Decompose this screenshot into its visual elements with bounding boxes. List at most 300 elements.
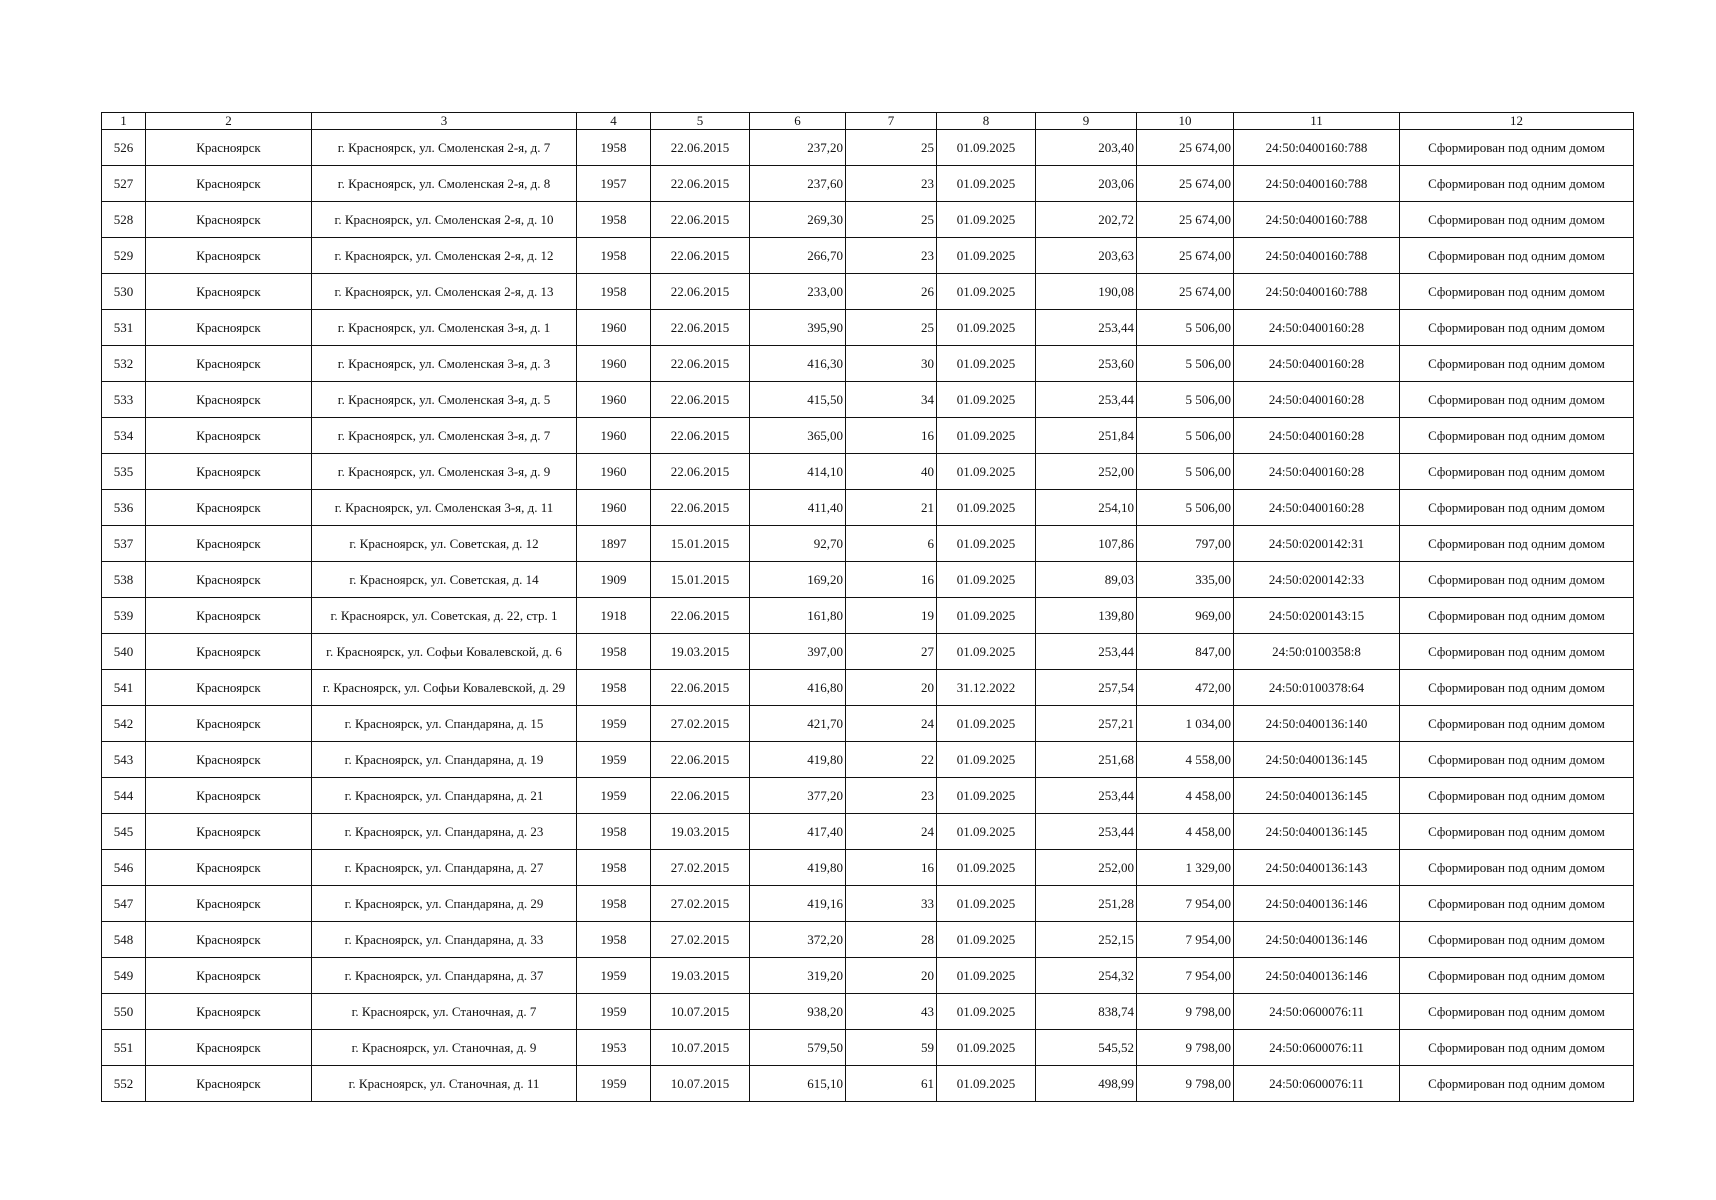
cell-area-living: 254,32 [1036, 958, 1137, 994]
cell-land-area: 1 034,00 [1137, 706, 1234, 742]
cell-address: г. Красноярск, ул. Спандаряна, д. 19 [312, 742, 577, 778]
cell-land-area: 25 674,00 [1137, 238, 1234, 274]
cell-date-planned: 01.09.2025 [937, 742, 1036, 778]
cell-city: Красноярск [146, 742, 312, 778]
cell-area-living: 203,63 [1036, 238, 1137, 274]
cell-date-planned: 01.09.2025 [937, 706, 1036, 742]
cell-status: Сформирован под одним домом [1400, 562, 1634, 598]
cell-address: г. Красноярск, ул. Смоленская 3-я, д. 1 [312, 310, 577, 346]
cell-cadastral-number: 24:50:0400160:788 [1234, 238, 1400, 274]
cell-area-living: 252,00 [1036, 454, 1137, 490]
housing-registry-table [101, 112, 1634, 1102]
cell-count: 20 [846, 958, 937, 994]
cell-area-total: 161,80 [750, 598, 846, 634]
cell-year-built: 1958 [577, 634, 651, 670]
cell-row-index: 538 [102, 562, 146, 598]
cell-area-total: 319,20 [750, 958, 846, 994]
cell-status: Сформирован под одним домом [1400, 382, 1634, 418]
cell-area-total: 372,20 [750, 922, 846, 958]
cell-area-living: 498,99 [1036, 1066, 1137, 1102]
cell-area-total: 233,00 [750, 274, 846, 310]
cell-status: Сформирован под одним домом [1400, 274, 1634, 310]
cell-count: 16 [846, 418, 937, 454]
cell-area-total: 411,40 [750, 490, 846, 526]
cell-area-total: 237,60 [750, 166, 846, 202]
cell-city: Красноярск [146, 130, 312, 166]
cell-status: Сформирован под одним домом [1400, 886, 1634, 922]
cell-area-living: 252,00 [1036, 850, 1137, 886]
cell-address: г. Красноярск, ул. Советская, д. 12 [312, 526, 577, 562]
cell-land-area: 9 798,00 [1137, 994, 1234, 1030]
cell-area-living: 251,84 [1036, 418, 1137, 454]
table-row [102, 418, 1634, 454]
cell-area-total: 377,20 [750, 778, 846, 814]
cell-land-area: 7 954,00 [1137, 958, 1234, 994]
cell-land-area: 4 458,00 [1137, 778, 1234, 814]
column-header-2: 2 [146, 113, 312, 130]
cell-city: Красноярск [146, 526, 312, 562]
cell-year-built: 1957 [577, 166, 651, 202]
cell-area-living: 253,60 [1036, 346, 1137, 382]
cell-year-built: 1960 [577, 418, 651, 454]
cell-row-index: 551 [102, 1030, 146, 1066]
cell-row-index: 537 [102, 526, 146, 562]
cell-cadastral-number: 24:50:0400160:28 [1234, 310, 1400, 346]
cell-status: Сформирован под одним домом [1400, 778, 1634, 814]
cell-land-area: 847,00 [1137, 634, 1234, 670]
table-row [102, 958, 1634, 994]
table-row [102, 274, 1634, 310]
cell-cadastral-number: 24:50:0600076:11 [1234, 1030, 1400, 1066]
column-header-3: 3 [312, 113, 577, 130]
cell-address: г. Красноярск, ул. Смоленская 2-я, д. 10 [312, 202, 577, 238]
cell-area-total: 419,16 [750, 886, 846, 922]
cell-land-area: 5 506,00 [1137, 310, 1234, 346]
cell-cadastral-number: 24:50:0400160:28 [1234, 418, 1400, 454]
table-row [102, 778, 1634, 814]
cell-date: 22.06.2015 [651, 166, 750, 202]
cell-city: Красноярск [146, 1066, 312, 1102]
table-row [102, 454, 1634, 490]
cell-area-living: 251,68 [1036, 742, 1137, 778]
cell-date-planned: 01.09.2025 [937, 238, 1036, 274]
cell-year-built: 1958 [577, 130, 651, 166]
cell-land-area: 5 506,00 [1137, 490, 1234, 526]
cell-address: г. Красноярск, ул. Смоленская 2-я, д. 7 [312, 130, 577, 166]
cell-city: Красноярск [146, 274, 312, 310]
cell-count: 34 [846, 382, 937, 418]
cell-cadastral-number: 24:50:0400136:145 [1234, 814, 1400, 850]
cell-cadastral-number: 24:50:0400160:28 [1234, 346, 1400, 382]
cell-year-built: 1959 [577, 958, 651, 994]
cell-address: г. Красноярск, ул. Смоленская 3-я, д. 7 [312, 418, 577, 454]
cell-area-living: 190,08 [1036, 274, 1137, 310]
cell-cadastral-number: 24:50:0400136:143 [1234, 850, 1400, 886]
cell-status: Сформирован под одним домом [1400, 1030, 1634, 1066]
cell-year-built: 1958 [577, 850, 651, 886]
cell-date: 22.06.2015 [651, 274, 750, 310]
column-header-9: 9 [1036, 113, 1137, 130]
cell-address: г. Красноярск, ул. Смоленская 3-я, д. 3 [312, 346, 577, 382]
cell-land-area: 797,00 [1137, 526, 1234, 562]
cell-address: г. Красноярск, ул. Спандаряна, д. 37 [312, 958, 577, 994]
cell-area-living: 253,44 [1036, 310, 1137, 346]
cell-status: Сформирован под одним домом [1400, 130, 1634, 166]
cell-date-planned: 01.09.2025 [937, 382, 1036, 418]
cell-area-total: 266,70 [750, 238, 846, 274]
cell-area-total: 365,00 [750, 418, 846, 454]
cell-area-total: 415,50 [750, 382, 846, 418]
cell-row-index: 549 [102, 958, 146, 994]
cell-row-index: 539 [102, 598, 146, 634]
table-row [102, 490, 1634, 526]
cell-date: 22.06.2015 [651, 454, 750, 490]
cell-area-living: 257,54 [1036, 670, 1137, 706]
cell-count: 25 [846, 202, 937, 238]
cell-date-planned: 01.09.2025 [937, 850, 1036, 886]
cell-date: 22.06.2015 [651, 418, 750, 454]
cell-count: 23 [846, 238, 937, 274]
cell-area-total: 416,80 [750, 670, 846, 706]
cell-date-planned: 01.09.2025 [937, 526, 1036, 562]
cell-count: 20 [846, 670, 937, 706]
cell-area-living: 139,80 [1036, 598, 1137, 634]
table-body [102, 130, 1634, 1102]
cell-year-built: 1959 [577, 706, 651, 742]
cell-status: Сформирован под одним домом [1400, 418, 1634, 454]
cell-area-living: 253,44 [1036, 778, 1137, 814]
cell-date: 22.06.2015 [651, 130, 750, 166]
cell-land-area: 7 954,00 [1137, 886, 1234, 922]
cell-status: Сформирован под одним домом [1400, 1066, 1634, 1102]
cell-land-area: 9 798,00 [1137, 1030, 1234, 1066]
cell-status: Сформирован под одним домом [1400, 922, 1634, 958]
table-row [102, 850, 1634, 886]
cell-count: 23 [846, 778, 937, 814]
cell-row-index: 536 [102, 490, 146, 526]
cell-status: Сформирован под одним домом [1400, 490, 1634, 526]
cell-cadastral-number: 24:50:0200142:33 [1234, 562, 1400, 598]
cell-city: Красноярск [146, 454, 312, 490]
cell-year-built: 1958 [577, 670, 651, 706]
cell-land-area: 4 458,00 [1137, 814, 1234, 850]
cell-city: Красноярск [146, 922, 312, 958]
cell-year-built: 1959 [577, 1066, 651, 1102]
cell-date-planned: 01.09.2025 [937, 418, 1036, 454]
cell-row-index: 531 [102, 310, 146, 346]
cell-address: г. Красноярск, ул. Спандаряна, д. 33 [312, 922, 577, 958]
column-number-header-row [102, 113, 1634, 130]
cell-city: Красноярск [146, 382, 312, 418]
cell-status: Сформирован под одним домом [1400, 670, 1634, 706]
cell-address: г. Красноярск, ул. Советская, д. 14 [312, 562, 577, 598]
cell-date-planned: 01.09.2025 [937, 634, 1036, 670]
table-row [102, 706, 1634, 742]
cell-row-index: 529 [102, 238, 146, 274]
cell-date: 22.06.2015 [651, 238, 750, 274]
cell-date-planned: 01.09.2025 [937, 274, 1036, 310]
column-header-5: 5 [651, 113, 750, 130]
cell-count: 24 [846, 706, 937, 742]
cell-status: Сформирован под одним домом [1400, 706, 1634, 742]
cell-year-built: 1909 [577, 562, 651, 598]
cell-land-area: 25 674,00 [1137, 130, 1234, 166]
cell-row-index: 532 [102, 346, 146, 382]
cell-date-planned: 01.09.2025 [937, 1030, 1036, 1066]
cell-date: 22.06.2015 [651, 202, 750, 238]
cell-city: Красноярск [146, 706, 312, 742]
cell-address: г. Красноярск, ул. Советская, д. 22, стр. 1 [312, 598, 577, 634]
table-row [102, 634, 1634, 670]
cell-city: Красноярск [146, 562, 312, 598]
cell-cadastral-number: 24:50:0400160:788 [1234, 202, 1400, 238]
cell-date: 15.01.2015 [651, 562, 750, 598]
cell-area-total: 421,70 [750, 706, 846, 742]
cell-date-planned: 01.09.2025 [937, 1066, 1036, 1102]
cell-count: 24 [846, 814, 937, 850]
cell-area-total: 419,80 [750, 850, 846, 886]
table-row [102, 310, 1634, 346]
cell-cadastral-number: 24:50:0400160:28 [1234, 454, 1400, 490]
table-row [102, 346, 1634, 382]
column-header-4: 4 [577, 113, 651, 130]
cell-land-area: 9 798,00 [1137, 1066, 1234, 1102]
column-header-10: 10 [1137, 113, 1234, 130]
cell-date-planned: 01.09.2025 [937, 454, 1036, 490]
cell-cadastral-number: 24:50:0400160:28 [1234, 382, 1400, 418]
cell-year-built: 1959 [577, 742, 651, 778]
cell-count: 30 [846, 346, 937, 382]
cell-status: Сформирован под одним домом [1400, 634, 1634, 670]
cell-date-planned: 01.09.2025 [937, 922, 1036, 958]
cell-area-total: 579,50 [750, 1030, 846, 1066]
cell-city: Красноярск [146, 598, 312, 634]
cell-address: г. Красноярск, ул. Станочная, д. 11 [312, 1066, 577, 1102]
cell-row-index: 542 [102, 706, 146, 742]
cell-status: Сформирован под одним домом [1400, 454, 1634, 490]
cell-address: г. Красноярск, ул. Смоленская 3-я, д. 9 [312, 454, 577, 490]
cell-address: г. Красноярск, ул. Станочная, д. 7 [312, 994, 577, 1030]
cell-row-index: 545 [102, 814, 146, 850]
cell-address: г. Красноярск, ул. Станочная, д. 9 [312, 1030, 577, 1066]
cell-date: 10.07.2015 [651, 1030, 750, 1066]
cell-date: 22.06.2015 [651, 346, 750, 382]
table-row [102, 382, 1634, 418]
table-row [102, 1066, 1634, 1102]
cell-count: 28 [846, 922, 937, 958]
table-row [102, 202, 1634, 238]
table-row [102, 886, 1634, 922]
cell-status: Сформирован под одним домом [1400, 310, 1634, 346]
cell-area-total: 414,10 [750, 454, 846, 490]
cell-cadastral-number: 24:50:0400136:146 [1234, 922, 1400, 958]
cell-address: г. Красноярск, ул. Спандаряна, д. 29 [312, 886, 577, 922]
cell-date-planned: 01.09.2025 [937, 310, 1036, 346]
cell-date-planned: 01.09.2025 [937, 346, 1036, 382]
cell-year-built: 1959 [577, 994, 651, 1030]
cell-row-index: 534 [102, 418, 146, 454]
cell-status: Сформирован под одним домом [1400, 238, 1634, 274]
cell-row-index: 533 [102, 382, 146, 418]
cell-date: 15.01.2015 [651, 526, 750, 562]
cell-date: 22.06.2015 [651, 778, 750, 814]
cell-row-index: 535 [102, 454, 146, 490]
cell-status: Сформирован под одним домом [1400, 742, 1634, 778]
cell-address: г. Красноярск, ул. Спандаряна, д. 23 [312, 814, 577, 850]
cell-date-planned: 01.09.2025 [937, 778, 1036, 814]
cell-year-built: 1960 [577, 382, 651, 418]
cell-date-planned: 31.12.2022 [937, 670, 1036, 706]
cell-count: 27 [846, 634, 937, 670]
cell-date: 10.07.2015 [651, 994, 750, 1030]
cell-city: Красноярск [146, 166, 312, 202]
cell-count: 6 [846, 526, 937, 562]
cell-area-total: 169,20 [750, 562, 846, 598]
cell-address: г. Красноярск, ул. Смоленская 2-я, д. 12 [312, 238, 577, 274]
cell-city: Красноярск [146, 310, 312, 346]
cell-city: Красноярск [146, 238, 312, 274]
cell-row-index: 548 [102, 922, 146, 958]
cell-year-built: 1960 [577, 490, 651, 526]
cell-date-planned: 01.09.2025 [937, 562, 1036, 598]
cell-area-living: 838,74 [1036, 994, 1137, 1030]
cell-land-area: 335,00 [1137, 562, 1234, 598]
cell-land-area: 5 506,00 [1137, 346, 1234, 382]
table-row [102, 742, 1634, 778]
table-row [102, 814, 1634, 850]
cell-date: 22.06.2015 [651, 382, 750, 418]
table-row [102, 130, 1634, 166]
cell-date: 22.06.2015 [651, 490, 750, 526]
cell-address: г. Красноярск, ул. Спандаряна, д. 21 [312, 778, 577, 814]
cell-address: г. Красноярск, ул. Софьи Ковалевской, д. 6 [312, 634, 577, 670]
cell-address: г. Красноярск, ул. Спандаряна, д. 27 [312, 850, 577, 886]
cell-city: Красноярск [146, 670, 312, 706]
cell-cadastral-number: 24:50:0100358:8 [1234, 634, 1400, 670]
cell-area-total: 416,30 [750, 346, 846, 382]
cell-area-total: 237,20 [750, 130, 846, 166]
cell-area-living: 253,44 [1036, 634, 1137, 670]
cell-cadastral-number: 24:50:0400160:788 [1234, 166, 1400, 202]
cell-area-living: 107,86 [1036, 526, 1137, 562]
column-header-12: 12 [1400, 113, 1634, 130]
cell-row-index: 546 [102, 850, 146, 886]
cell-cadastral-number: 24:50:0400136:146 [1234, 958, 1400, 994]
cell-city: Красноярск [146, 346, 312, 382]
cell-status: Сформирован под одним домом [1400, 994, 1634, 1030]
cell-land-area: 25 674,00 [1137, 202, 1234, 238]
cell-year-built: 1960 [577, 346, 651, 382]
cell-date-planned: 01.09.2025 [937, 994, 1036, 1030]
table-row [102, 526, 1634, 562]
cell-year-built: 1953 [577, 1030, 651, 1066]
cell-city: Красноярск [146, 814, 312, 850]
cell-city: Красноярск [146, 490, 312, 526]
cell-area-total: 615,10 [750, 1066, 846, 1102]
cell-cadastral-number: 24:50:0400136:140 [1234, 706, 1400, 742]
cell-status: Сформирован под одним домом [1400, 526, 1634, 562]
cell-area-total: 92,70 [750, 526, 846, 562]
cell-area-living: 202,72 [1036, 202, 1137, 238]
cell-date: 19.03.2015 [651, 958, 750, 994]
cell-area-living: 252,15 [1036, 922, 1137, 958]
cell-cadastral-number: 24:50:0400136:146 [1234, 886, 1400, 922]
cell-area-total: 395,90 [750, 310, 846, 346]
cell-count: 16 [846, 850, 937, 886]
cell-count: 19 [846, 598, 937, 634]
cell-date: 22.06.2015 [651, 670, 750, 706]
cell-row-index: 541 [102, 670, 146, 706]
cell-year-built: 1959 [577, 778, 651, 814]
cell-area-living: 253,44 [1036, 382, 1137, 418]
cell-row-index: 547 [102, 886, 146, 922]
cell-count: 22 [846, 742, 937, 778]
table-row [102, 994, 1634, 1030]
cell-year-built: 1958 [577, 814, 651, 850]
cell-status: Сформирован под одним домом [1400, 166, 1634, 202]
cell-address: г. Красноярск, ул. Софьи Ковалевской, д. 29 [312, 670, 577, 706]
cell-address: г. Красноярск, ул. Спандаряна, д. 15 [312, 706, 577, 742]
cell-status: Сформирован под одним домом [1400, 814, 1634, 850]
cell-area-living: 89,03 [1036, 562, 1137, 598]
cell-city: Красноярск [146, 778, 312, 814]
cell-city: Красноярск [146, 1030, 312, 1066]
cell-date-planned: 01.09.2025 [937, 202, 1036, 238]
cell-area-living: 257,21 [1036, 706, 1137, 742]
cell-area-total: 419,80 [750, 742, 846, 778]
cell-count: 33 [846, 886, 937, 922]
cell-count: 25 [846, 310, 937, 346]
cell-area-total: 397,00 [750, 634, 846, 670]
cell-city: Красноярск [146, 958, 312, 994]
cell-count: 16 [846, 562, 937, 598]
cell-row-index: 552 [102, 1066, 146, 1102]
cell-area-living: 253,44 [1036, 814, 1137, 850]
cell-city: Красноярск [146, 850, 312, 886]
cell-city: Красноярск [146, 202, 312, 238]
cell-year-built: 1960 [577, 454, 651, 490]
cell-status: Сформирован под одним домом [1400, 202, 1634, 238]
cell-status: Сформирован под одним домом [1400, 958, 1634, 994]
cell-year-built: 1918 [577, 598, 651, 634]
cell-row-index: 530 [102, 274, 146, 310]
cell-city: Красноярск [146, 886, 312, 922]
table-row [102, 670, 1634, 706]
cell-row-index: 543 [102, 742, 146, 778]
cell-count: 23 [846, 166, 937, 202]
cell-status: Сформирован под одним домом [1400, 346, 1634, 382]
cell-date-planned: 01.09.2025 [937, 598, 1036, 634]
cell-status: Сформирован под одним домом [1400, 598, 1634, 634]
cell-area-total: 269,30 [750, 202, 846, 238]
cell-land-area: 25 674,00 [1137, 274, 1234, 310]
cell-date: 19.03.2015 [651, 814, 750, 850]
cell-date: 27.02.2015 [651, 706, 750, 742]
cell-city: Красноярск [146, 994, 312, 1030]
cell-address: г. Красноярск, ул. Смоленская 2-я, д. 13 [312, 274, 577, 310]
cell-year-built: 1958 [577, 274, 651, 310]
cell-cadastral-number: 24:50:0400160:788 [1234, 274, 1400, 310]
cell-date: 10.07.2015 [651, 1066, 750, 1102]
column-header-11: 11 [1234, 113, 1400, 130]
cell-area-total: 417,40 [750, 814, 846, 850]
cell-count: 61 [846, 1066, 937, 1102]
cell-year-built: 1958 [577, 238, 651, 274]
cell-count: 43 [846, 994, 937, 1030]
cell-land-area: 25 674,00 [1137, 166, 1234, 202]
cell-status: Сформирован под одним домом [1400, 850, 1634, 886]
cell-land-area: 969,00 [1137, 598, 1234, 634]
